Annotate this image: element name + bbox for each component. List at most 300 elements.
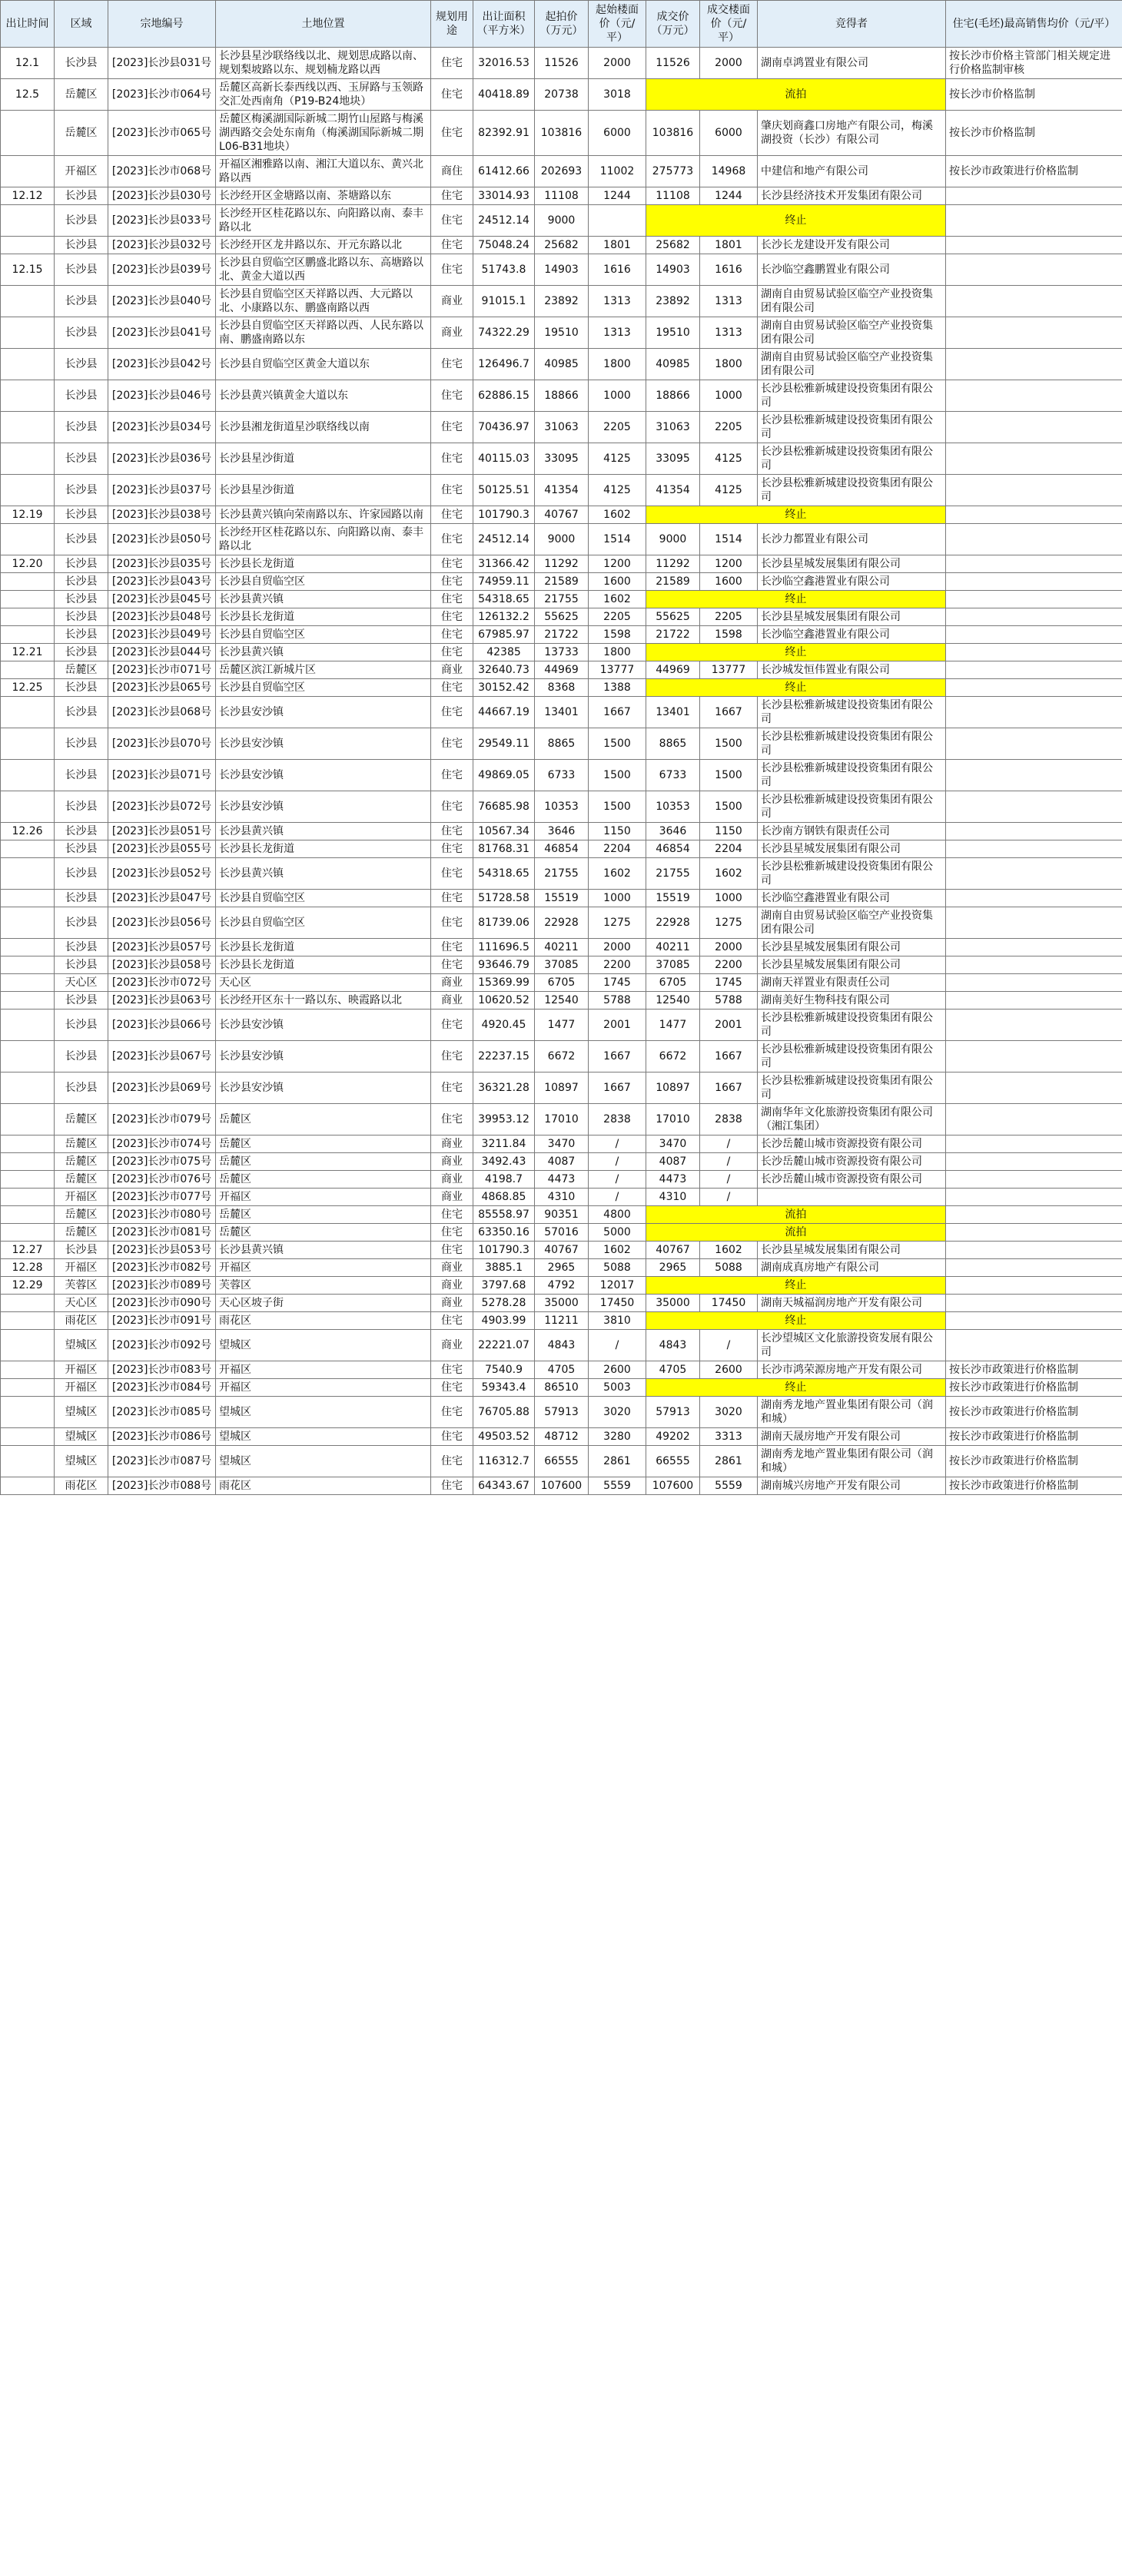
cell-location: 长沙县安沙镇 (216, 760, 431, 791)
cell-note: 按长沙市政策进行价格监制 (946, 156, 1122, 187)
cell-code: [2023]长沙县038号 (108, 506, 216, 524)
col-sqm: 出让面积（平方米） (473, 1, 535, 48)
cell-buyer: 长沙县星城发展集团有限公司 (758, 1242, 946, 1259)
cell-start-floor-price: 2204 (589, 840, 646, 858)
cell-location: 岳麓区 (216, 1135, 431, 1153)
cell-location: 长沙县安沙镇 (216, 1073, 431, 1104)
cell-start-floor-price: 1000 (589, 380, 646, 412)
col-deal-price: 成交价（万元） (646, 1, 700, 48)
cell-deal-price: 21722 (646, 626, 700, 644)
cell-deal-floor-price: 2205 (700, 412, 758, 443)
cell-area: 长沙县 (55, 907, 108, 939)
table-row (1, 573, 1122, 591)
table-row (1, 187, 1122, 205)
cell-start-floor-price: 2205 (589, 608, 646, 626)
cell-buyer: 长沙城发恒伟置业有限公司 (758, 661, 946, 679)
cell-sqm: 15369.99 (473, 974, 535, 992)
cell-area: 开福区 (55, 1189, 108, 1206)
cell-deal-price: 57913 (646, 1397, 700, 1428)
cell-deal-floor-price: 2205 (700, 608, 758, 626)
cell-start-floor-price: 1800 (589, 349, 646, 380)
cell-deal-floor-price: 1616 (700, 254, 758, 286)
cell-sqm: 51728.58 (473, 890, 535, 907)
cell-note (946, 608, 1122, 626)
cell-start-price: 1477 (535, 1010, 589, 1041)
cell-deal-price: 3646 (646, 823, 700, 840)
cell-start-price: 11108 (535, 187, 589, 205)
cell-start-floor-price: 1313 (589, 317, 646, 349)
cell-code: [2023]长沙市076号 (108, 1171, 216, 1189)
table-row (1, 1312, 1122, 1330)
cell-buyer: 长沙望城区文化旅游投资发展有限公司 (758, 1330, 946, 1361)
cell-note (946, 791, 1122, 823)
cell-start-price: 11211 (535, 1312, 589, 1330)
cell-note (946, 939, 1122, 956)
cell-code: [2023]长沙县050号 (108, 524, 216, 555)
cell-buyer: 长沙县松雅新城建设投资集团有限公司 (758, 1041, 946, 1073)
cell-buyer: 长沙南方钢铁有限责任公司 (758, 823, 946, 840)
cell-start-floor-price (589, 205, 646, 237)
cell-start-price: 6672 (535, 1041, 589, 1073)
cell-note (946, 1295, 1122, 1312)
cell-start-floor-price: 11002 (589, 156, 646, 187)
cell-start-floor-price: / (589, 1330, 646, 1361)
cell-deal-floor-price: 1275 (700, 907, 758, 939)
cell-note (946, 205, 1122, 237)
cell-use: 住宅 (431, 506, 473, 524)
cell-sqm: 63350.16 (473, 1224, 535, 1242)
cell-buyer: 湖南天城福润房地产开发有限公司 (758, 1295, 946, 1312)
cell-buyer: 长沙临空鑫港置业有限公司 (758, 890, 946, 907)
cell-note: 按长沙市价格主管部门相关规定进行价格监制审核 (946, 48, 1122, 79)
cell-deal-price: 18866 (646, 380, 700, 412)
cell-code: [2023]长沙市064号 (108, 79, 216, 111)
cell-date (1, 992, 55, 1010)
cell-use: 住宅 (431, 1477, 473, 1495)
cell-use: 住宅 (431, 760, 473, 791)
cell-note: 按长沙市价格监制 (946, 111, 1122, 156)
cell-sqm: 111696.5 (473, 939, 535, 956)
cell-location: 长沙县黄兴镇 (216, 644, 431, 661)
cell-deal-price: 31063 (646, 412, 700, 443)
cell-area: 长沙县 (55, 573, 108, 591)
cell-use: 住宅 (431, 79, 473, 111)
cell-note (946, 591, 1122, 608)
cell-use: 住宅 (431, 939, 473, 956)
table-row (1, 349, 1122, 380)
cell-use: 住宅 (431, 608, 473, 626)
cell-code: [2023]长沙县032号 (108, 237, 216, 254)
cell-use: 商业 (431, 1153, 473, 1171)
cell-date (1, 286, 55, 317)
cell-start-floor-price: 1598 (589, 626, 646, 644)
table-row (1, 1259, 1122, 1277)
table-row (1, 1397, 1122, 1428)
cell-note: 按长沙市政策进行价格监制 (946, 1446, 1122, 1477)
cell-start-price: 40767 (535, 506, 589, 524)
cell-use: 住宅 (431, 591, 473, 608)
cell-start-floor-price: 1244 (589, 187, 646, 205)
cell-sqm: 76705.88 (473, 1397, 535, 1428)
table-row (1, 443, 1122, 475)
cell-area: 岳麓区 (55, 111, 108, 156)
cell-start-price: 11292 (535, 555, 589, 573)
cell-buyer: 湖南卓鸿置业有限公司 (758, 48, 946, 79)
cell-start-price: 19510 (535, 317, 589, 349)
cell-date: 12.1 (1, 48, 55, 79)
cell-code: [2023]长沙县051号 (108, 823, 216, 840)
cell-deal-floor-price: 6000 (700, 111, 758, 156)
cell-deal-price: 6705 (646, 974, 700, 992)
cell-location: 开福区 (216, 1189, 431, 1206)
cell-sqm: 64343.67 (473, 1477, 535, 1495)
cell-start-floor-price: 2001 (589, 1010, 646, 1041)
cell-buyer: 长沙市鸿荣源房地产开发有限公司 (758, 1361, 946, 1379)
cell-start-floor-price: 1514 (589, 524, 646, 555)
cell-buyer: 湖南成真房地产有限公司 (758, 1259, 946, 1277)
cell-area: 开福区 (55, 156, 108, 187)
cell-start-floor-price: 1000 (589, 890, 646, 907)
cell-status: 流拍 (646, 1224, 946, 1242)
cell-start-price: 31063 (535, 412, 589, 443)
cell-date (1, 697, 55, 728)
cell-area: 长沙县 (55, 679, 108, 697)
cell-start-floor-price: 1313 (589, 286, 646, 317)
cell-start-floor-price: 1667 (589, 1041, 646, 1073)
cell-start-floor-price: 1602 (589, 858, 646, 890)
cell-deal-price: 21755 (646, 858, 700, 890)
cell-location: 长沙县长龙街道 (216, 939, 431, 956)
cell-date (1, 1224, 55, 1242)
cell-sqm: 4198.7 (473, 1171, 535, 1189)
cell-use: 商业 (431, 1295, 473, 1312)
cell-buyer: 湖南天晟房地产开发有限公司 (758, 1428, 946, 1446)
cell-buyer: 长沙县松雅新城建设投资集团有限公司 (758, 760, 946, 791)
cell-area: 长沙县 (55, 608, 108, 626)
cell-note (946, 349, 1122, 380)
cell-deal-price: 4705 (646, 1361, 700, 1379)
cell-deal-price: 6733 (646, 760, 700, 791)
cell-deal-price: 44969 (646, 661, 700, 679)
cell-sqm: 74959.11 (473, 573, 535, 591)
cell-sqm: 33014.93 (473, 187, 535, 205)
cell-use: 住宅 (431, 858, 473, 890)
cell-start-price: 40767 (535, 1242, 589, 1259)
table-row (1, 992, 1122, 1010)
cell-start-floor-price: 1801 (589, 237, 646, 254)
cell-start-price: 23892 (535, 286, 589, 317)
table-row (1, 956, 1122, 974)
cell-start-price: 22928 (535, 907, 589, 939)
cell-start-floor-price: 1667 (589, 697, 646, 728)
cell-area: 岳麓区 (55, 79, 108, 111)
cell-start-price: 55625 (535, 608, 589, 626)
cell-start-price: 66555 (535, 1446, 589, 1477)
cell-start-price: 8865 (535, 728, 589, 760)
cell-area: 长沙县 (55, 992, 108, 1010)
cell-status: 流拍 (646, 79, 946, 111)
cell-deal-price: 11292 (646, 555, 700, 573)
cell-buyer: 湖南自由贸易试验区临空产业投资集团有限公司 (758, 907, 946, 939)
table-row (1, 626, 1122, 644)
cell-use: 商业 (431, 661, 473, 679)
cell-deal-floor-price: 1667 (700, 697, 758, 728)
table-row (1, 974, 1122, 992)
cell-buyer: 长沙县松雅新城建设投资集团有限公司 (758, 1073, 946, 1104)
cell-sqm: 4903.99 (473, 1312, 535, 1330)
cell-deal-price: 14903 (646, 254, 700, 286)
cell-deal-floor-price: 4125 (700, 443, 758, 475)
cell-deal-price: 9000 (646, 524, 700, 555)
cell-location: 长沙县长龙街道 (216, 608, 431, 626)
cell-sqm: 61412.66 (473, 156, 535, 187)
cell-note (946, 1224, 1122, 1242)
table-row (1, 1135, 1122, 1153)
cell-deal-floor-price: 1667 (700, 1041, 758, 1073)
cell-buyer: 湖南自由贸易试验区临空产业投资集团有限公司 (758, 286, 946, 317)
cell-date (1, 573, 55, 591)
cell-area: 长沙县 (55, 205, 108, 237)
cell-location: 岳麓区 (216, 1171, 431, 1189)
cell-sqm: 40418.89 (473, 79, 535, 111)
cell-code: [2023]长沙市083号 (108, 1361, 216, 1379)
cell-sqm: 24512.14 (473, 524, 535, 555)
table-row (1, 506, 1122, 524)
table-row (1, 939, 1122, 956)
cell-deal-floor-price: 2000 (700, 48, 758, 79)
cell-use: 商业 (431, 286, 473, 317)
cell-location: 望城区 (216, 1397, 431, 1428)
cell-deal-floor-price: 1602 (700, 1242, 758, 1259)
cell-date (1, 1171, 55, 1189)
cell-use: 商业 (431, 1259, 473, 1277)
cell-location: 天心区 (216, 974, 431, 992)
cell-sqm: 40115.03 (473, 443, 535, 475)
cell-note (946, 1189, 1122, 1206)
cell-start-price: 33095 (535, 443, 589, 475)
cell-start-price: 37085 (535, 956, 589, 974)
cell-date (1, 591, 55, 608)
table-row (1, 286, 1122, 317)
cell-deal-floor-price: 2204 (700, 840, 758, 858)
cell-sqm: 4868.85 (473, 1189, 535, 1206)
cell-sqm: 91015.1 (473, 286, 535, 317)
cell-code: [2023]长沙县044号 (108, 644, 216, 661)
cell-deal-price: 6672 (646, 1041, 700, 1073)
table-row (1, 555, 1122, 573)
cell-note (946, 1104, 1122, 1135)
cell-area: 长沙县 (55, 697, 108, 728)
col-deal-floor-price: 成交楼面价（元/平） (700, 1, 758, 48)
cell-area: 长沙县 (55, 524, 108, 555)
cell-use: 住宅 (431, 349, 473, 380)
table-row (1, 48, 1122, 79)
cell-sqm: 81739.06 (473, 907, 535, 939)
cell-status: 终止 (646, 1379, 946, 1397)
cell-start-floor-price: 13777 (589, 661, 646, 679)
cell-area: 岳麓区 (55, 1224, 108, 1242)
cell-deal-price: 40211 (646, 939, 700, 956)
cell-location: 长沙县长龙街道 (216, 555, 431, 573)
cell-deal-price: 4473 (646, 1171, 700, 1189)
cell-area: 岳麓区 (55, 1153, 108, 1171)
cell-date (1, 661, 55, 679)
cell-code: [2023]长沙县056号 (108, 907, 216, 939)
cell-use: 住宅 (431, 1104, 473, 1135)
cell-date (1, 1379, 55, 1397)
cell-start-price: 15519 (535, 890, 589, 907)
cell-sqm: 42385 (473, 644, 535, 661)
cell-note (946, 1330, 1122, 1361)
cell-location: 长沙县星沙街道 (216, 443, 431, 475)
table-row (1, 254, 1122, 286)
cell-sqm: 51743.8 (473, 254, 535, 286)
col-location: 土地位置 (216, 1, 431, 48)
cell-use: 住宅 (431, 679, 473, 697)
table-row (1, 1379, 1122, 1397)
cell-code: [2023]长沙县048号 (108, 608, 216, 626)
cell-sqm: 116312.7 (473, 1446, 535, 1477)
cell-deal-price: 10353 (646, 791, 700, 823)
cell-location: 长沙县星沙街道 (216, 475, 431, 506)
cell-deal-price: 17010 (646, 1104, 700, 1135)
cell-buyer: 长沙县星城发展集团有限公司 (758, 956, 946, 974)
cell-location: 岳麓区 (216, 1153, 431, 1171)
cell-deal-price: 35000 (646, 1295, 700, 1312)
cell-deal-floor-price: 1150 (700, 823, 758, 840)
cell-start-floor-price: / (589, 1171, 646, 1189)
table-row (1, 661, 1122, 679)
cell-area: 长沙县 (55, 380, 108, 412)
cell-location: 长沙县黄兴镇 (216, 591, 431, 608)
cell-area: 长沙县 (55, 823, 108, 840)
cell-buyer: 湖南华年文化旅游投资集团有限公司（湘江集团） (758, 1104, 946, 1135)
cell-sqm: 22237.15 (473, 1041, 535, 1073)
cell-deal-price: 66555 (646, 1446, 700, 1477)
cell-code: [2023]长沙县058号 (108, 956, 216, 974)
table-row (1, 1224, 1122, 1242)
cell-date: 12.28 (1, 1259, 55, 1277)
cell-note (946, 555, 1122, 573)
cell-code: [2023]长沙市065号 (108, 111, 216, 156)
cell-deal-floor-price: 5559 (700, 1477, 758, 1495)
cell-use: 住宅 (431, 1224, 473, 1242)
cell-location: 长沙县黄兴镇 (216, 1242, 431, 1259)
cell-location: 长沙县安沙镇 (216, 791, 431, 823)
col-note: 住宅(毛坯)最高销售均价（元/平） (946, 1, 1122, 48)
cell-start-price: 4310 (535, 1189, 589, 1206)
cell-buyer: 长沙岳麓山城市资源投资有限公司 (758, 1171, 946, 1189)
cell-sqm: 3492.43 (473, 1153, 535, 1171)
cell-start-price: 21722 (535, 626, 589, 644)
cell-area: 长沙县 (55, 1010, 108, 1041)
cell-deal-floor-price: 1200 (700, 555, 758, 573)
cell-deal-floor-price: 2861 (700, 1446, 758, 1477)
cell-date (1, 205, 55, 237)
cell-area: 岳麓区 (55, 1104, 108, 1135)
cell-location: 岳麓区梅溪湖国际新城二期竹山屋路与梅溪湖西路交会处东南角（梅溪湖国际新城二期L06-B31地块） (216, 111, 431, 156)
cell-note (946, 697, 1122, 728)
table-row (1, 111, 1122, 156)
cell-start-price: 4843 (535, 1330, 589, 1361)
cell-deal-price: 2965 (646, 1259, 700, 1277)
cell-area: 长沙县 (55, 626, 108, 644)
cell-deal-price: 107600 (646, 1477, 700, 1495)
cell-date (1, 1312, 55, 1330)
cell-use: 商业 (431, 1277, 473, 1295)
cell-note (946, 187, 1122, 205)
cell-deal-floor-price: 1500 (700, 791, 758, 823)
cell-code: [2023]长沙市074号 (108, 1135, 216, 1153)
cell-date: 12.12 (1, 187, 55, 205)
cell-sqm: 49503.52 (473, 1428, 535, 1446)
table-row (1, 1073, 1122, 1104)
cell-location: 长沙县安沙镇 (216, 1010, 431, 1041)
cell-deal-floor-price: 2200 (700, 956, 758, 974)
cell-use: 商业 (431, 974, 473, 992)
cell-code: [2023]长沙县036号 (108, 443, 216, 475)
cell-sqm: 22221.07 (473, 1330, 535, 1361)
cell-code: [2023]长沙县055号 (108, 840, 216, 858)
cell-location: 长沙县自贸临空区 (216, 907, 431, 939)
cell-use: 住宅 (431, 380, 473, 412)
cell-start-floor-price: 1500 (589, 760, 646, 791)
cell-deal-floor-price: 1313 (700, 317, 758, 349)
cell-deal-floor-price: 1000 (700, 890, 758, 907)
cell-start-floor-price: 6000 (589, 111, 646, 156)
table-row (1, 840, 1122, 858)
cell-buyer: 湖南秀龙地产置业集团有限公司（润和城） (758, 1446, 946, 1477)
table-row (1, 317, 1122, 349)
cell-area: 开福区 (55, 1379, 108, 1397)
cell-sqm: 3885.1 (473, 1259, 535, 1277)
cell-note (946, 1041, 1122, 1073)
cell-use: 住宅 (431, 1242, 473, 1259)
cell-note (946, 644, 1122, 661)
cell-area: 长沙县 (55, 48, 108, 79)
cell-code: [2023]长沙县052号 (108, 858, 216, 890)
cell-start-floor-price: / (589, 1153, 646, 1171)
cell-date (1, 956, 55, 974)
cell-start-price: 57913 (535, 1397, 589, 1428)
table-row (1, 475, 1122, 506)
cell-date (1, 1135, 55, 1153)
cell-buyer: 长沙县松雅新城建设投资集团有限公司 (758, 412, 946, 443)
cell-note (946, 506, 1122, 524)
cell-sqm: 44667.19 (473, 697, 535, 728)
cell-area: 长沙县 (55, 1041, 108, 1073)
cell-note (946, 823, 1122, 840)
cell-start-floor-price: 4800 (589, 1206, 646, 1224)
cell-location: 长沙县自贸临空区鹏盛北路以东、高塘路以北、黄金大道以西 (216, 254, 431, 286)
cell-area: 雨花区 (55, 1312, 108, 1330)
cell-start-price: 8368 (535, 679, 589, 697)
cell-use: 住宅 (431, 1010, 473, 1041)
cell-note (946, 573, 1122, 591)
cell-start-floor-price: 5559 (589, 1477, 646, 1495)
cell-use: 商业 (431, 1135, 473, 1153)
cell-buyer: 湖南秀龙地产置业集团有限公司（润和城） (758, 1397, 946, 1428)
cell-start-floor-price: 1745 (589, 974, 646, 992)
cell-use: 住宅 (431, 555, 473, 573)
cell-location: 开福区 (216, 1379, 431, 1397)
cell-date (1, 1206, 55, 1224)
cell-use: 住宅 (431, 956, 473, 974)
cell-location: 岳麓区高新长泰西线以西、玉屏路与玉领路交汇处西南角（P19-B24地块） (216, 79, 431, 111)
cell-buyer: 湖南美好生物科技有限公司 (758, 992, 946, 1010)
cell-code: [2023]长沙县045号 (108, 591, 216, 608)
cell-code: [2023]长沙县066号 (108, 1010, 216, 1041)
